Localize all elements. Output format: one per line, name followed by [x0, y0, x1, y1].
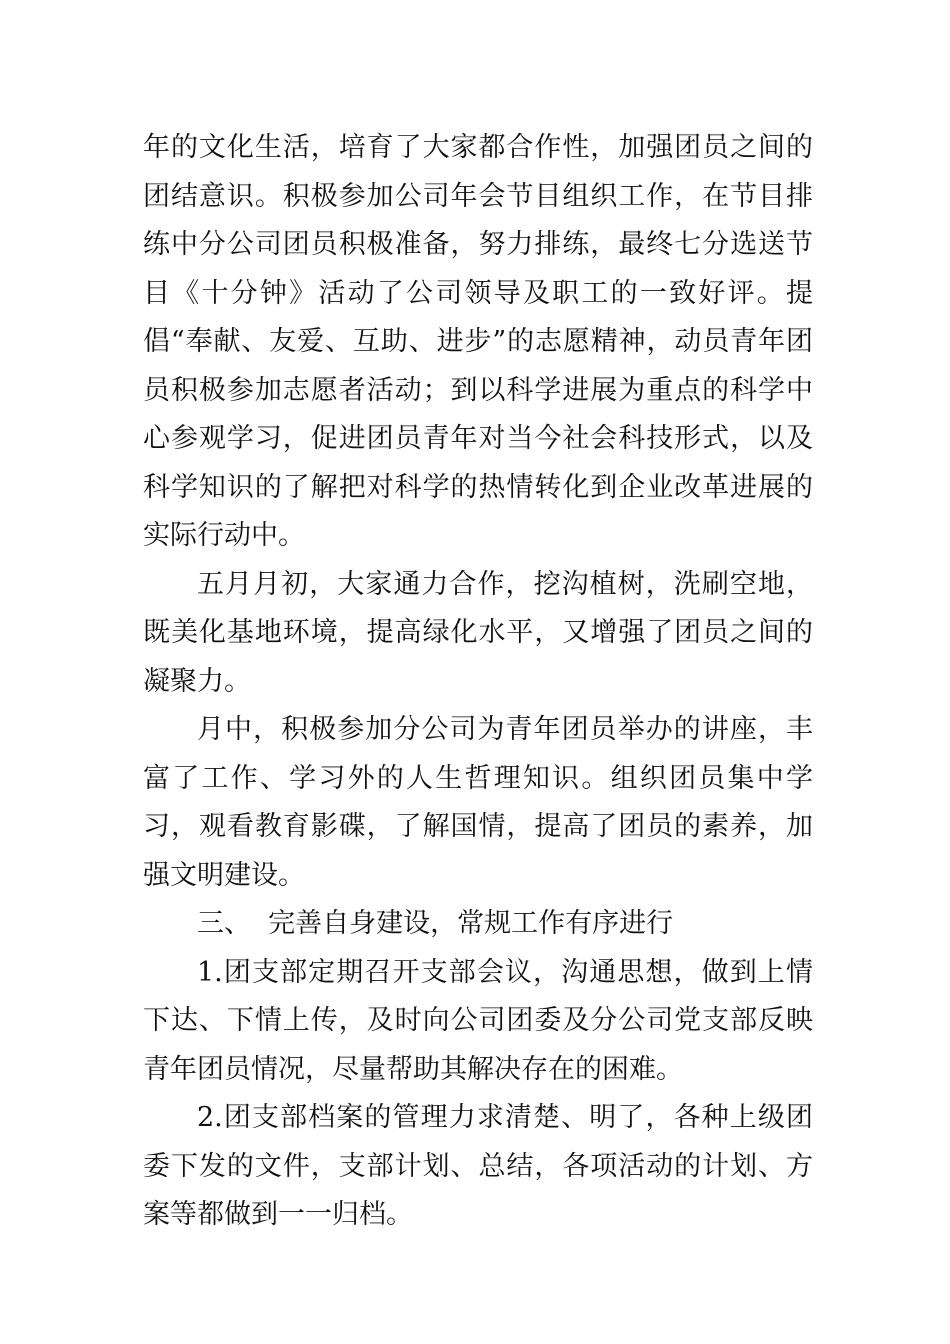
- paragraph-continuation: 年的文化生活，培育了大家都合作性，加强团员之间的团结意识。积极参加公司年会节目组织工作，在节目排练中分公司团员积极准备，努力排练，最终七分选送节目《十分钟》活动了公司领导及职工的一致好评。提倡“奉献、友爱、互助、进步”的志愿精神，动员青年团员积极参加志愿者活动；到以科学进展为重点的科学中心参观学习，促进团员青年对当今社会科技形式，以及科学知识的了解把对科学的热情转化到企业改革进展的实际行动中。: [143, 132, 813, 551]
- paragraph-item-1: 1.团支部定期召开支部会议，沟通思想，做到上情下达、下情上传，及时向公司团委及分公司党支部反映青年团员情况，尽量帮助其解决存在的困难。: [143, 956, 813, 1085]
- paragraph-may-early: 五月月初，大家通力合作，挖沟植树，洗刷空地，既美化基地环境，提高绿化水平，又增强了团员之间的凝聚力。: [143, 568, 813, 697]
- paragraph-mid-month: 月中，积极参加分公司为青年团员举办的讲座，丰富了工作、学习外的人生哲理知识。组织团员集中学习，观看教育影碟，了解国情，提高了团员的素养，加强文明建设。: [143, 714, 813, 891]
- document-body: [143, 124, 813, 1240]
- paragraph-item-2: 2.团支部档案的管理力求清楚、明了，各种上级团委下发的文件，支部计划、总结，各项活动的计划、方案等都做到一一归档。: [143, 1102, 813, 1230]
- section-heading-three: 三、 完善自身建设，常规工作有序进行: [197, 908, 674, 939]
